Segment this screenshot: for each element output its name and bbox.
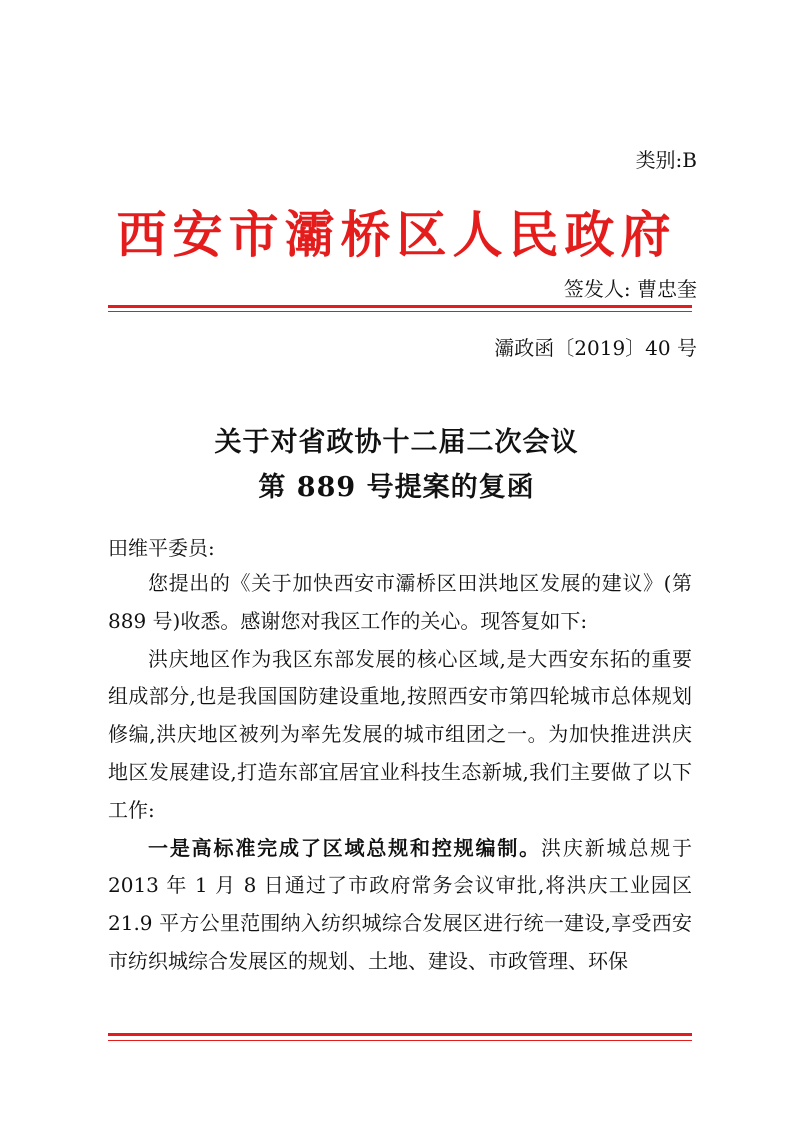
- document-title-line-1: 关于对省政协十二届二次会议: [214, 427, 579, 458]
- document-category: 类别:B: [635, 148, 697, 172]
- document-number: 灞政函〔2019〕40 号: [494, 336, 697, 360]
- document-title-line-2: 第 889 号提案的复函: [258, 472, 535, 503]
- header-red-rule-thin: [108, 311, 692, 312]
- footer-red-rule-thick: [108, 1033, 692, 1036]
- paragraph-text: 洪庆新城总规于 2013 年 1 月 8 日通过了市政府常务会议审批,将洪庆工业园区 21.9 平方公里范围纳入纺织城综合发展区进行统一建设,享受西安市纺织城综合发展区的规划、土地、建设、市政管理、环保: [108, 835, 692, 973]
- body-paragraph: [108, 565, 692, 641]
- footer-red-rule-thin: [108, 1040, 692, 1041]
- paragraph-text: 您提出的《关于加快西安市灞桥区田洪地区发展的建议》(第 889 号)收悉。感谢您对我区工作的关心。现答复如下:: [108, 571, 692, 633]
- body-paragraph: [108, 641, 692, 830]
- signer: 签发人: 曹忠奎: [563, 277, 697, 301]
- header-red-rule-thick: [108, 305, 692, 308]
- letter-body: [108, 565, 692, 981]
- issuing-organization-title: 西安市灞桥区人民政府: [116, 205, 677, 264]
- salutation: 田维平委员:: [108, 536, 215, 560]
- paragraph-lead-heading: 一是高标准完成了区域总规和控规编制。: [148, 835, 541, 860]
- paragraph-text: 洪庆地区作为我区东部发展的核心区域,是大西安东拓的重要组成部分,也是我国国防建设重地,按照西安市第四轮城市总体规划修编,洪庆地区被列为率先发展的城市组团之一。为加快推进洪庆地区发展建设,打造东部宜居宜业科技生态新城,我们主要做了以下工作:: [108, 646, 692, 822]
- body-paragraph: [108, 830, 692, 981]
